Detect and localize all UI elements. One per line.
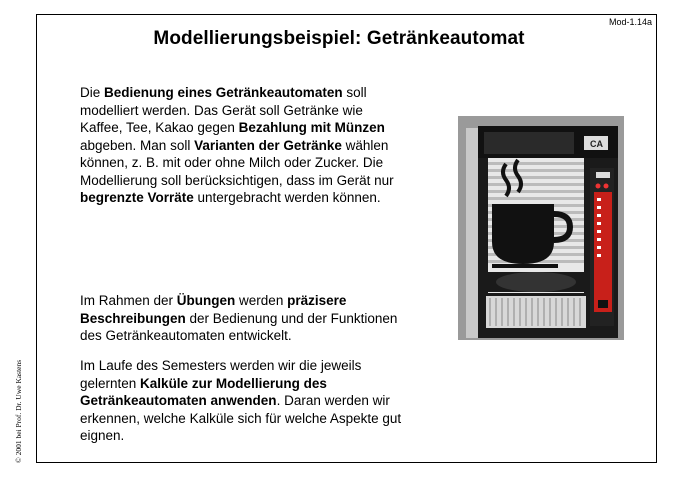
copyright-notice: © 2001 bei Prof. Dr. Uwe Kastens [14,359,23,463]
slide-title: Modellierungsbeispiel: Getränkeautomat [153,28,525,49]
paragraph-intro: Die Bedienung eines Getränkeautomaten soll modelliert werden. Das Gerät soll Getränke wie Kaffee, Tee, Kakao gegen Bezahlung mit Münzen abgeben. Man soll Varianten der Getränke wählen können, z. B. mit oder ohne Milch oder Zucker. Die Modellierung soll berücksichtigen, dass im Gerät nur begrenzte Vorräte untergebracht werden können. [80,85,394,205]
paragraph-semester: Im Laufe des Semesters werden wir die jeweils gelernten Kalküle zur Modellierung des Getränkeautomaten anwenden. Daran werden wir erkennen, welche Kalküle sich für welche Aspekte gut eignen. [80,358,402,443]
slide-id: Mod-1.14a [608,17,652,27]
svg-text:CA: CA [590,139,603,149]
vending-machine-image [456,86,626,344]
paragraph-exercises: Im Rahmen der Übungen werden präzisere Beschreibungen der Bedienung und der Funktionen des Getränkeautomaten entwickelt. [80,293,398,343]
